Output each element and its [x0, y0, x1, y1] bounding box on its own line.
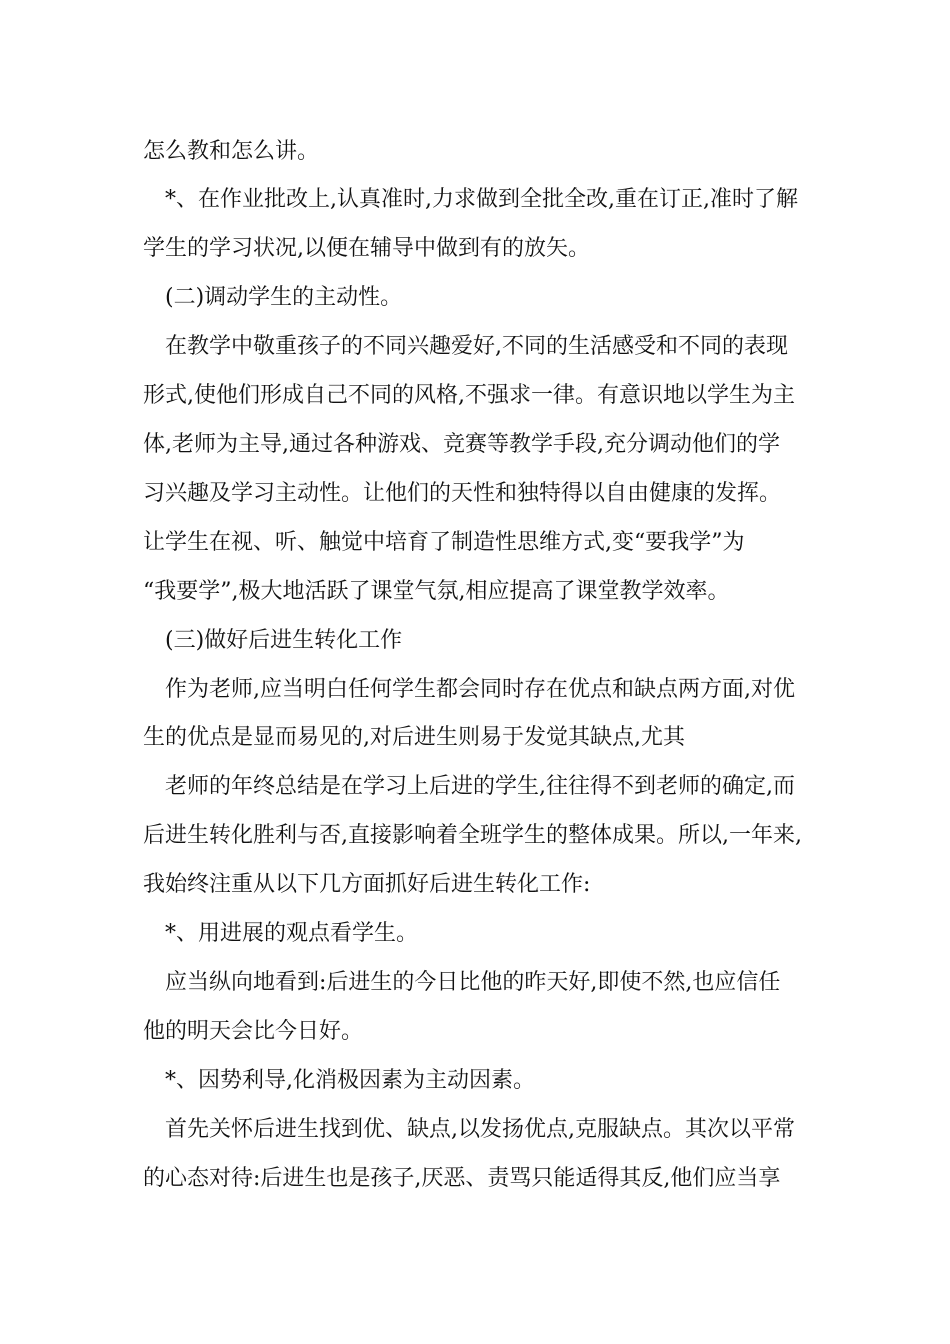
text-line-7: 体,老师为主导,通过各种游戏、竞赛等教学手段,充分调动他们的学: [143, 432, 780, 457]
text-line-19: 他的明天会比今日好。: [143, 1019, 364, 1044]
text-line-18: 应当纵向地看到:后进生的今日比他的昨天好,即使不然,也应信任: [165, 970, 781, 995]
text-line-14: 老师的年终总结是在学习上后进的学生,往往得不到老师的确定,而: [165, 774, 795, 799]
text-line-21: 首先关怀后进生找到优、缺点,以发扬优点,克服缺点。其次以平常: [165, 1117, 795, 1142]
text-line-13: 生的优点是显而易见的,对后进生则易于发觉其缺点,尤其: [143, 725, 685, 750]
section-heading-3: (三)做好后进生转化工作: [165, 628, 403, 653]
text-line-2: *、在作业批改上,认真准时,力求做到全批全改,重在订正,准时了解: [165, 187, 798, 212]
text-line-8: 习兴趣及学习主动性。让他们的天性和独特得以自由健康的发挥。: [143, 481, 782, 506]
text-line-15: 后进生转化胜利与否,直接影响着全班学生的整体成果。所以,一年来,: [143, 823, 802, 848]
text-line-12: 作为老师,应当明白任何学生都会同时存在优点和缺点两方面,对优: [165, 677, 795, 702]
text-line-6: 形式,使他们形成自己不同的风格,不强求一律。有意识地以学生为主: [143, 383, 795, 408]
text-line-22: 的心态对待:后进生也是孩子,厌恶、责骂只能适得其反,他们应当享: [143, 1166, 781, 1191]
section-heading-2: (二)调动学生的主动性。: [165, 285, 403, 310]
text-line-3: 学生的学习状况,以便在辅导中做到有的放矢。: [143, 236, 590, 261]
text-line-16: 我始终注重从以下几方面抓好后进生转化工作:: [143, 872, 591, 897]
text-line-17: *、用进展的观点看学生。: [165, 921, 419, 946]
text-line-20: *、因势利导,化消极因素为主动因素。: [165, 1068, 535, 1093]
text-line-5: 在教学中敬重孩子的不同兴趣爱好,不同的生活感受和不同的表现: [165, 334, 788, 359]
text-line-1: 怎么教和怎么讲。: [143, 139, 320, 164]
text-line-10: “我要学”,极大地活跃了课堂气氛,相应提高了课堂教学效率。: [143, 579, 730, 604]
text-line-9: 让学生在视、听、触觉中培育了制造性思维方式,变“要我学”为: [143, 530, 745, 555]
